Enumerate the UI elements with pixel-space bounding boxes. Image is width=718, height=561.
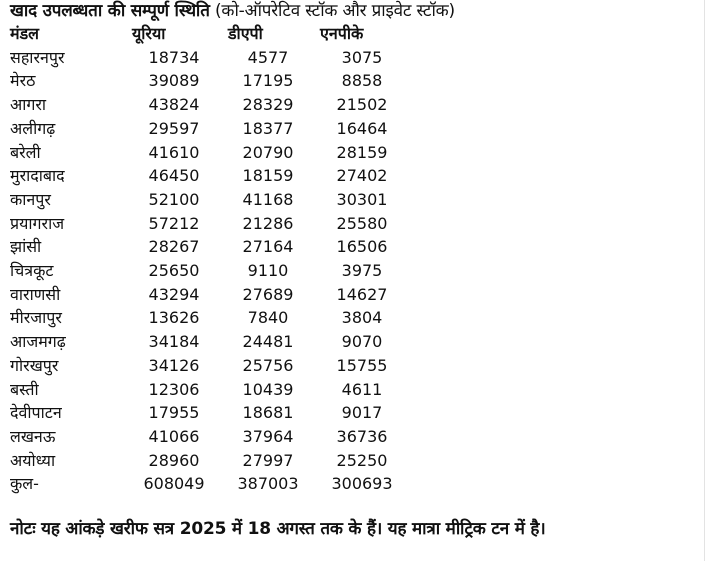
npk-value: 16464: [336, 118, 388, 138]
table-row: [10, 117, 408, 141]
npk-value: 30301: [336, 189, 388, 209]
urea-value: 25650: [148, 261, 200, 281]
table-row: [10, 235, 408, 259]
table-row: [10, 354, 408, 378]
dap-value: 18159: [242, 166, 294, 186]
dap-value: 18377: [242, 118, 294, 138]
division-name: बस्ती: [10, 379, 39, 399]
urea-value: 18734: [148, 47, 200, 67]
dap-value: 7840: [247, 308, 289, 328]
urea-value: 34126: [148, 355, 200, 375]
table-row: [10, 401, 408, 425]
dap-value: 27689: [242, 284, 294, 304]
division-name: बरेली: [10, 142, 41, 162]
urea-value: 17955: [148, 403, 200, 423]
division-name: कुल-: [10, 474, 39, 494]
npk-value: 9070: [341, 332, 383, 352]
dap-value: 27164: [242, 237, 294, 257]
urea-value: 39089: [148, 71, 200, 91]
table-row: [10, 425, 408, 449]
dap-value: 4577: [247, 47, 289, 67]
division-name: वाराणसी: [10, 284, 61, 304]
dap-value: 24481: [242, 332, 294, 352]
table-row: [10, 449, 408, 473]
division-name: प्रयागराज: [10, 213, 65, 233]
urea-value: 43294: [148, 284, 200, 304]
table-row: [10, 330, 408, 354]
table-row: [10, 283, 408, 307]
dap-value: 9110: [247, 261, 289, 281]
npk-value: 3975: [341, 261, 383, 281]
npk-value: 16506: [336, 237, 388, 257]
division-name: चित्रकूट: [10, 261, 54, 281]
division-name: सहारनपुर: [10, 47, 65, 67]
division-name: देवीपाटन: [10, 403, 62, 423]
npk-value: 3075: [341, 47, 383, 67]
table-total-row: [10, 472, 408, 496]
division-name: आजमगढ़: [10, 332, 66, 352]
urea-value: 28960: [148, 450, 200, 470]
fertilizer-stock-table: [10, 22, 408, 496]
dap-value: 41168: [242, 189, 294, 209]
division-name: गोरखपुर: [10, 355, 59, 375]
division-name: मुरादाबाद: [10, 166, 65, 186]
npk-value: 27402: [336, 166, 388, 186]
urea-value: 41066: [148, 426, 200, 446]
npk-value: 300693: [331, 474, 393, 494]
dap-value: 27997: [242, 450, 294, 470]
urea-value: 13626: [148, 308, 200, 328]
division-name: मेरठ: [10, 71, 36, 91]
header-dap: डीएपी: [228, 24, 263, 43]
npk-value: 36736: [336, 426, 388, 446]
division-name: आगरा: [10, 95, 47, 115]
npk-value: 15755: [336, 355, 388, 375]
header-npk: एनपीके: [320, 24, 364, 43]
npk-value: 14627: [336, 284, 388, 304]
table-row: [10, 188, 408, 212]
urea-value: 52100: [148, 189, 200, 209]
urea-value: 28267: [148, 237, 200, 257]
document-title: [10, 0, 455, 22]
npk-value: 8858: [341, 71, 383, 91]
dap-value: 21286: [242, 213, 294, 233]
division-name: मीरजापुर: [10, 308, 62, 328]
urea-value: 12306: [148, 379, 200, 399]
urea-value: 43824: [148, 95, 200, 115]
dap-value: 37964: [242, 426, 294, 446]
table-row: [10, 306, 408, 330]
urea-value: 46450: [148, 166, 200, 186]
dap-value: 17195: [242, 71, 294, 91]
division-name: कानपुर: [10, 189, 51, 209]
title-sub: (को-ऑपरेटिव स्टॉक और प्राइवेट स्टॉक): [214, 1, 455, 21]
footnote: नोटः यह आंकड़े खरीफ सत्र 2025 में 18 अगस्त तक के हैं। यह मात्रा मीट्रिक टन में है।: [10, 519, 546, 539]
npk-value: 4611: [341, 379, 383, 399]
npk-value: 21502: [336, 95, 388, 115]
header-urea: यूरिया: [132, 24, 166, 43]
table-row: [10, 259, 408, 283]
urea-value: 29597: [148, 118, 200, 138]
dap-value: 20790: [242, 142, 294, 162]
title-main: खाद उपलब्धता की सम्पूर्ण स्थिति: [10, 1, 210, 21]
urea-value: 34184: [148, 332, 200, 352]
urea-value: 41610: [148, 142, 200, 162]
table-row: [10, 164, 408, 188]
npk-value: 28159: [336, 142, 388, 162]
table-row: [10, 141, 408, 165]
npk-value: 3804: [341, 308, 383, 328]
division-name: अलीगढ़: [10, 118, 56, 138]
urea-value: 608049: [143, 474, 205, 494]
dap-value: 387003: [237, 474, 299, 494]
division-name: अयोध्या: [10, 450, 56, 470]
division-name: लखनऊ: [10, 426, 56, 446]
division-name: झांसी: [10, 237, 42, 257]
table-row: [10, 378, 408, 402]
dap-value: 25756: [242, 355, 294, 375]
table-row: [10, 212, 408, 236]
table-row: [10, 69, 408, 93]
npk-value: 25250: [336, 450, 388, 470]
header-division: मंडल: [10, 24, 39, 43]
dap-value: 28329: [242, 95, 294, 115]
table-row: [10, 46, 408, 70]
table-row: [10, 93, 408, 117]
npk-value: 9017: [341, 403, 383, 423]
dap-value: 18681: [242, 403, 294, 423]
dap-value: 10439: [242, 379, 294, 399]
npk-value: 25580: [336, 213, 388, 233]
urea-value: 57212: [148, 213, 200, 233]
table-header-row: [10, 22, 408, 46]
